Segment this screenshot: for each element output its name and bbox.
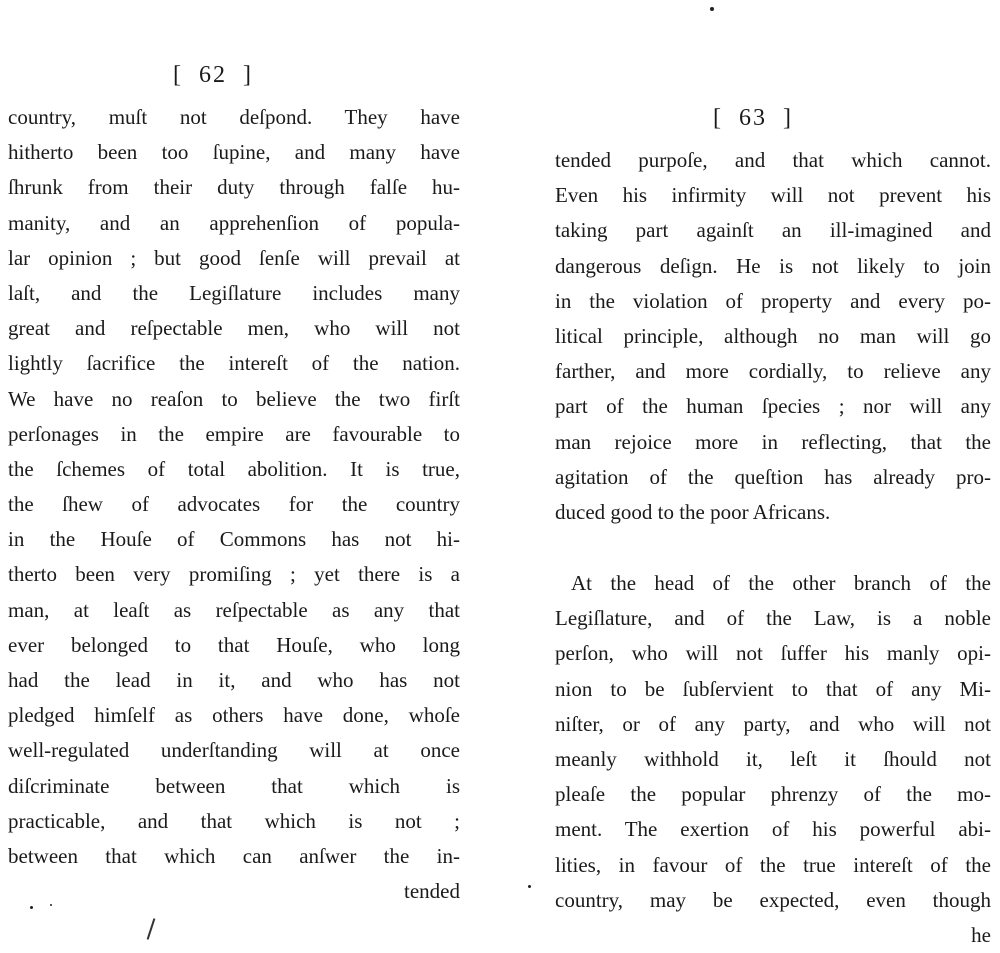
- text-line: great and reſpectable men, who will not: [8, 316, 460, 341]
- text-line: diſcriminate between that which is: [8, 773, 460, 798]
- page-number-left: [ 62 ]: [173, 62, 253, 88]
- text-line: nion to be ſubſervient to that of any Mi-: [555, 676, 991, 701]
- text-line: practicable, and that which is not ;: [8, 808, 460, 833]
- text-line: lar opinion ; but good ſenſe will prevail at: [8, 245, 460, 270]
- text-line: manity, and an apprehenſion of popula-: [8, 210, 460, 235]
- text-line: in the violation of property and every po-: [555, 288, 991, 313]
- text-line: Even his infirmity will not prevent his: [555, 183, 991, 208]
- text-line: man, at leaſt as reſpectable as any that: [8, 597, 460, 622]
- text-line: litical principle, although no man will go: [555, 323, 991, 348]
- text-line: lities, in favour of the true intereſt of the: [555, 852, 991, 877]
- page-number-right: [ 63 ]: [713, 105, 793, 131]
- text-line: At the head of the other branch of the: [571, 571, 991, 596]
- text-line: the ſhew of advocates for the country: [8, 492, 460, 517]
- ink-speck: [710, 7, 714, 11]
- text-line: perſon, who will not ſuffer his manly opi-: [555, 641, 991, 666]
- text-line: duced good to the poor Africans.: [555, 499, 831, 524]
- text-line: taking part againſt an ill-imagined and: [555, 218, 991, 243]
- text-line: niſter, or of any party, and who will not: [555, 711, 991, 736]
- text-line: man rejoice more in reflecting, that the: [555, 429, 991, 454]
- text-line: dangerous deſign. He is not likely to join: [555, 253, 991, 278]
- text-line: farther, and more cordially, to relieve any: [555, 359, 991, 384]
- text-line: had the lead in it, and who has not: [8, 668, 460, 692]
- catchword-right: he: [971, 922, 991, 947]
- text-line: pleaſe the popular phrenzy of the mo-: [555, 782, 991, 807]
- text-line: therto been very promiſing ; yet there is a: [8, 562, 460, 587]
- catchword-left: tended: [404, 879, 460, 904]
- text-line: ſhrunk from their duty through falſe hu-: [8, 175, 460, 200]
- text-line: perſonages in the empire are favourable to: [8, 421, 460, 446]
- paragraph-gap: [555, 530, 991, 566]
- ink-speck: [30, 906, 33, 909]
- text-line: ever belonged to that Houſe, who long: [8, 632, 460, 657]
- ink-speck: [50, 904, 52, 906]
- text-line: part of the human ſpecies ; nor will any: [555, 394, 991, 419]
- text-line: ment. The exertion of his powerful abi-: [555, 817, 991, 842]
- text-line: hitherto been too ſupine, and many have: [8, 140, 460, 165]
- text-line: country, may be expected, even though: [555, 887, 991, 912]
- left-page-text: [8, 100, 460, 909]
- text-line: We have no reaſon to believe the two firſt: [8, 386, 460, 411]
- text-line: between that which can anſwer the in-: [8, 843, 460, 868]
- pen-stroke-mark: [147, 918, 156, 940]
- text-line: pledged himſelf as others have done, whoſe: [8, 703, 460, 728]
- text-line: agitation of the queſtion has already pro-: [555, 464, 991, 489]
- text-line: laſt, and the Legiſlature includes many: [8, 280, 460, 305]
- text-line: meanly withhold it, leſt it ſhould not: [555, 747, 991, 771]
- text-line: Legiſlature, and of the Law, is a noble: [555, 606, 991, 631]
- text-line: tended purpoſe, and that which cannot.: [555, 148, 991, 172]
- text-line: lightly ſacrifice the intereſt of the nation.: [8, 351, 460, 376]
- text-line: country, muſt not deſpond. They have: [8, 105, 460, 129]
- right-page-text: [555, 143, 991, 953]
- text-line: well-regulated underſtanding will at once: [8, 738, 460, 763]
- text-line: in the Houſe of Commons has not hi-: [8, 527, 460, 552]
- text-line: the ſchemes of total abolition. It is true,: [8, 456, 460, 481]
- ink-speck: [528, 885, 531, 888]
